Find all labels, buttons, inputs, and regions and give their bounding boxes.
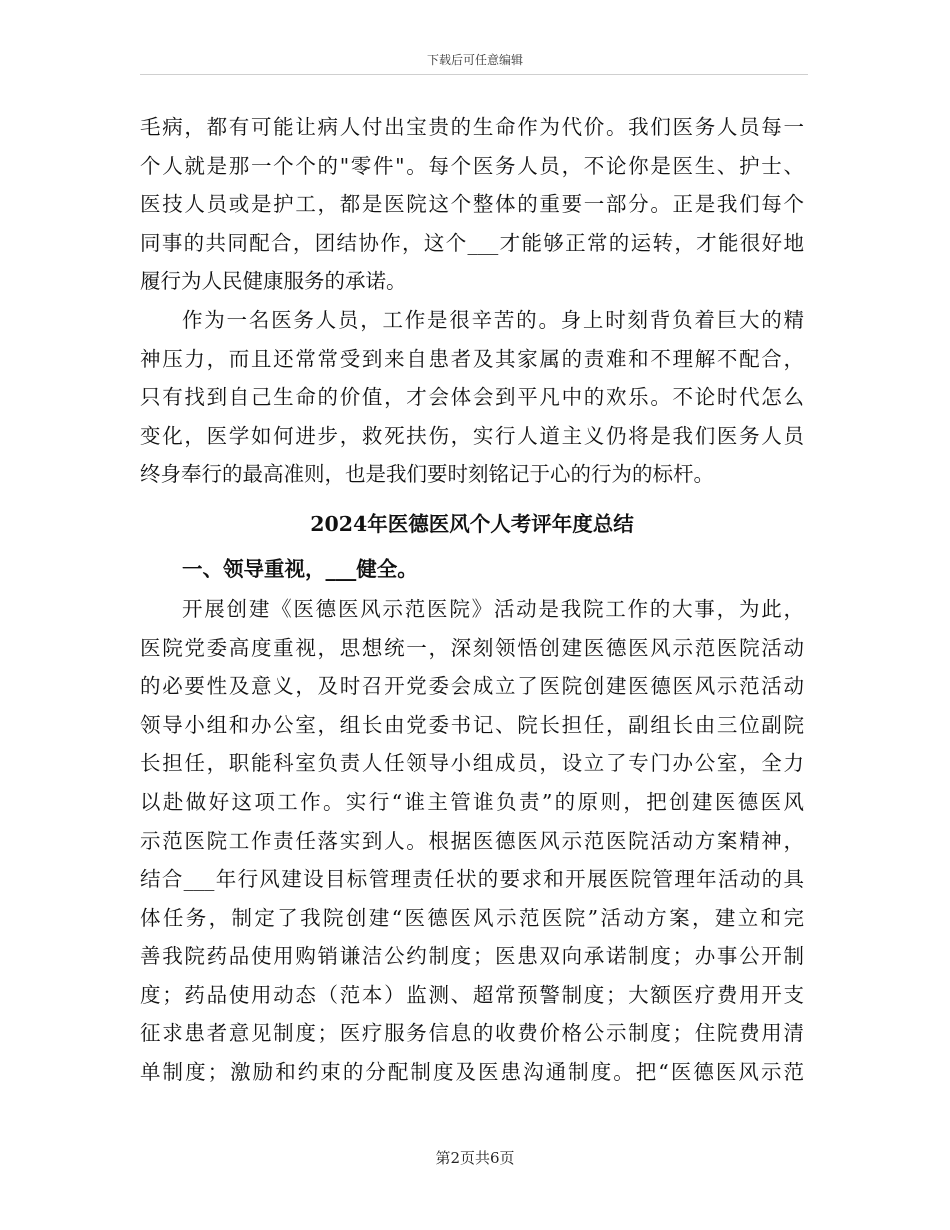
text-line: 履行为人民健康服务的承诺。	[140, 269, 407, 294]
text-line: 只有找到自己生命的价值，才会体会到平凡中的欢乐。不论时代怎么	[140, 385, 804, 410]
header-divider	[140, 74, 808, 75]
text-line: 示范医院工作责任落实到人。根据医德医风示范医院活动方案精神，	[140, 828, 804, 853]
text-line: 长担任，职能科室负责人任领导小组成员，设立了专门办公室，全力	[140, 751, 804, 776]
text-line: 终身奉行的最高准则，也是我们要时刻铭记于心的行为的标杆。	[140, 462, 714, 487]
text-line: 变化，医学如何进步，救死扶伤，实行人道主义仍将是我们医务人员	[140, 423, 804, 448]
text-line: 医院党委高度重视，思想统一，深刻领悟创建医德医风示范医院活动	[140, 635, 804, 660]
text-line: 开展创建《医德医风示范医院》活动是我院工作的大事，为此，	[182, 596, 804, 621]
text-line: 的必要性及意义，及时召开党委会成立了医院创建医德医风示范活动	[140, 674, 804, 699]
text-line: 领导小组和办公室，组长由党委书记、院长担任，副组长由三位副院	[140, 712, 804, 737]
text-line: 度；药品使用动态（范本）监测、超常预警制度；大额医疗费用开支	[140, 982, 804, 1007]
text-line: 个人就是那一个个的"零件"。每个医务人员，不论你是医生、护士、	[140, 153, 804, 178]
text-line: 作为一名医务人员，工作是很辛苦的。身上时刻背负着巨大的精	[182, 307, 804, 332]
text-line: 神压力，而且还常常受到来自患者及其家属的责难和不理解不配合，	[140, 346, 804, 371]
text-line: 善我院药品使用购销谦洁公约制度；医患双向承诺制度；办事公开制	[140, 944, 804, 969]
text-line: 征求患者意见制度；医疗服务信息的收费价格公示制度；住院费用清	[140, 1021, 804, 1046]
text-line: 单制度；激励和约束的分配制度及医患沟通制度。把“医德医风示范	[140, 1060, 804, 1085]
paragraph-1	[140, 108, 804, 301]
page-number: 第2页共6页	[435, 1149, 515, 1167]
paragraph-3	[140, 590, 804, 1092]
page-header-note: 下载后可任意编辑	[426, 53, 523, 67]
paragraph-2	[140, 301, 804, 494]
text-line: 同事的共同配合，团结协作，这个___才能够正常的运转，才能很好地	[140, 230, 804, 255]
text-line: 毛病，都有可能让病人付出宝贵的生命作为代价。我们医务人员每一	[140, 115, 804, 139]
text-line: 结合___年行风建设目标管理责任状的要求和开展医院管理年活动的具	[140, 867, 804, 892]
text-line: 体任务，制定了我院创建“医德医风示范医院”活动方案，建立和完	[140, 905, 804, 930]
text-line: 医技人员或是护工，都是医院这个整体的重要一部分。正是我们每个	[140, 192, 804, 217]
section-title: 2024年医德医风个人考评年度总结	[310, 511, 634, 536]
document-body	[140, 108, 804, 1092]
text-line: 以赴做好这项工作。实行“谁主管谁负责”的原则，把创建医德医风	[140, 789, 804, 814]
section-heading: 一、领导重视，___健全。	[182, 556, 418, 581]
